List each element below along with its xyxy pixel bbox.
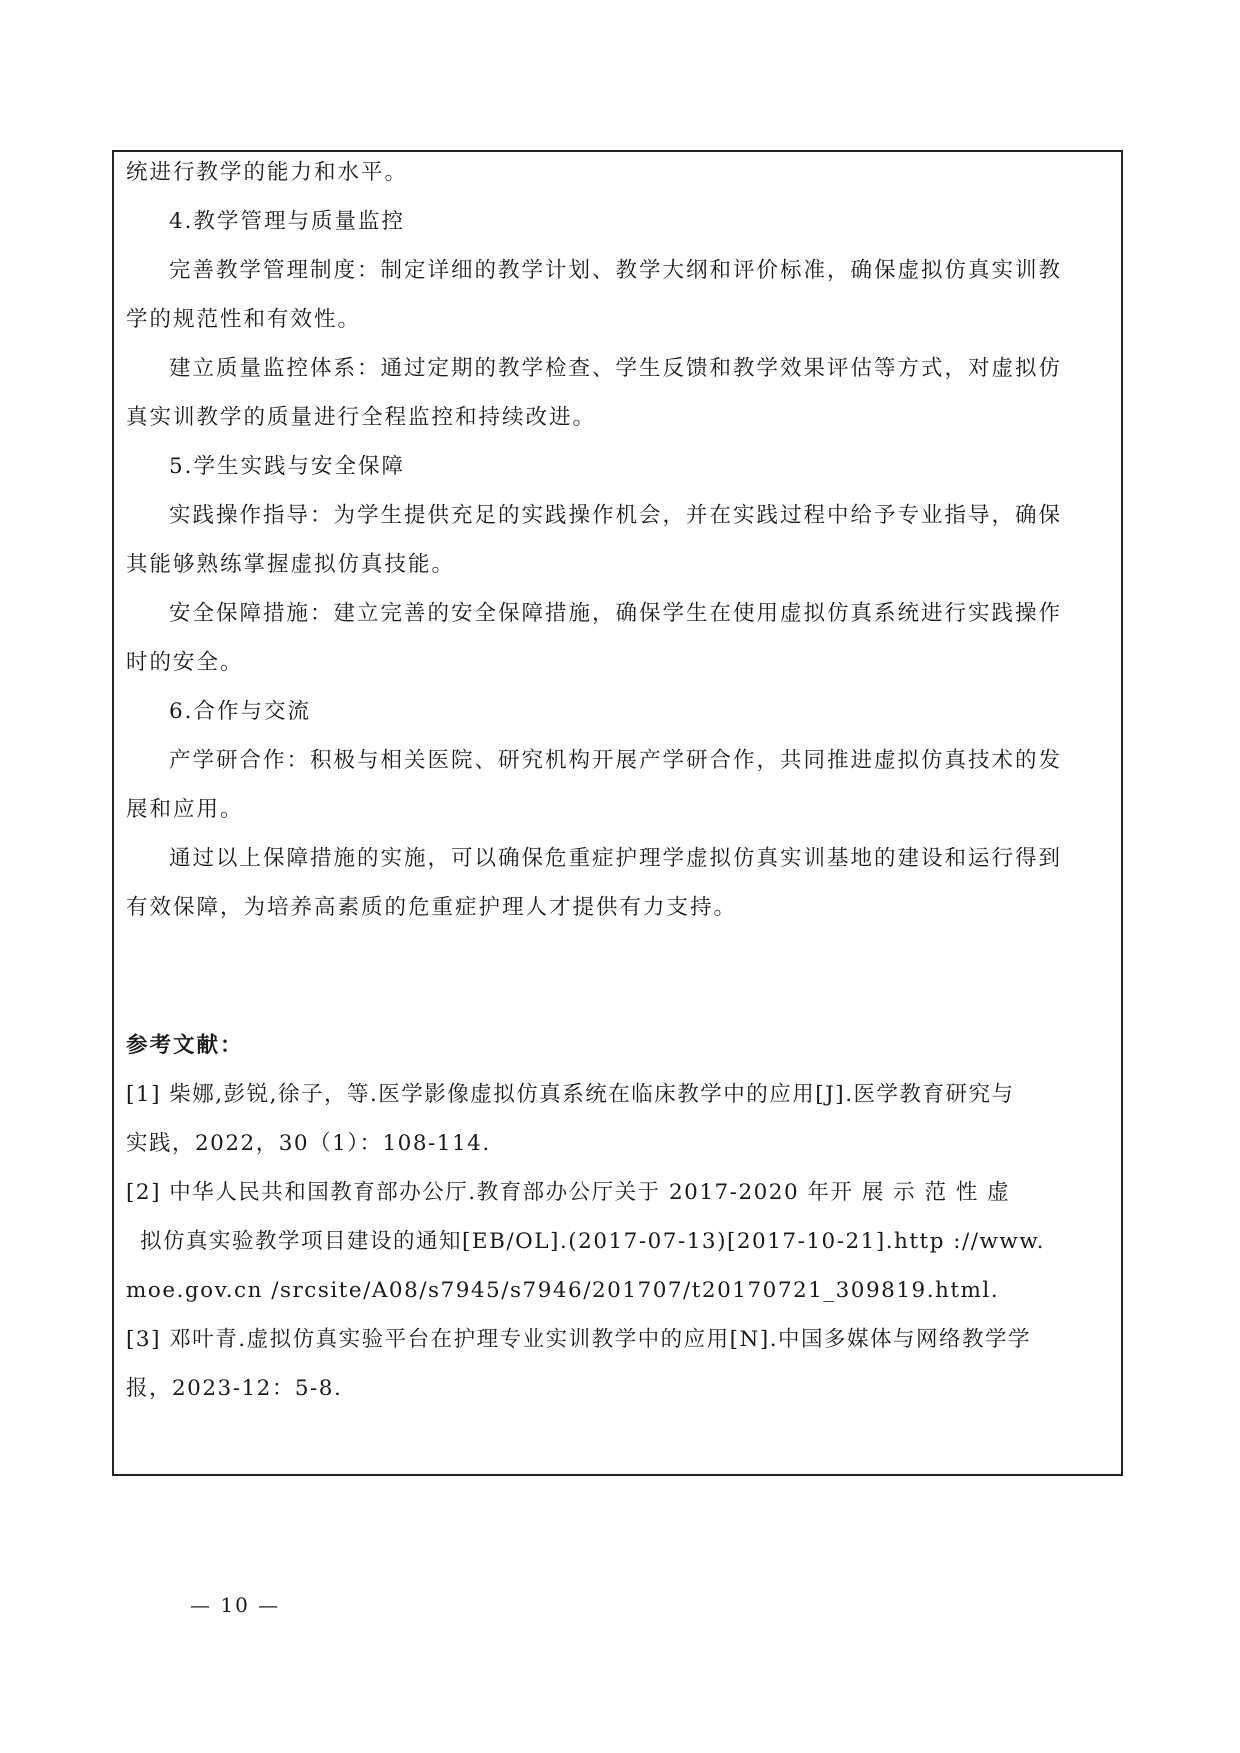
content-frame [112, 150, 1123, 1476]
paragraph [126, 158, 1109, 188]
paragraph [126, 256, 1109, 335]
text-line: 通过以上保障措施的实施，可以确保危重症护理学虚拟仿真实训基地的建设和运行得到 [169, 846, 1063, 871]
body-text [126, 158, 1109, 1423]
text-line: 其能够熟练掌握虚拟仿真技能。 [126, 552, 456, 577]
references-title: 参考文献： [126, 1033, 244, 1058]
text-line: 5.学生实践与安全保障 [169, 454, 406, 479]
text-line: 安全保障措施：建立完善的安全保障措施，确保学生在使用虚拟仿真系统进行实践操作 [169, 601, 1063, 626]
reference-line: [1] 柴娜,彭锐,徐子，等.医学影像虚拟仿真系统在临床教学中的应用[J].医学教育研究与 [126, 1082, 1015, 1107]
section-heading [126, 452, 1109, 482]
reference-line: [3] 邓叶青.虚拟仿真实验平台在护理专业实训教学中的应用[N].中国多媒体与网络教学学 [126, 1327, 1032, 1352]
references-list [126, 1080, 1109, 1404]
section-heading [126, 697, 1109, 727]
text-line: 时的安全。 [126, 650, 244, 675]
text-line: 4.教学管理与质量监控 [169, 209, 406, 234]
text-line: 完善教学管理制度：制定详细的教学计划、教学大纲和评价标准，确保虚拟仿真实训教 [169, 258, 1063, 283]
text-line: 产学研合作：积极与相关医院、研究机构开展产学研合作，共同推进虚拟仿真技术的发 [169, 748, 1063, 773]
text-line: 建立质量监控体系：通过定期的教学检查、学生反馈和教学效果评估等方式，对虚拟仿 [169, 356, 1063, 381]
reference-line: 报，2023-12：5-8. [126, 1376, 343, 1401]
reference-line: 拟仿真实验教学项目建设的通知[EB/OL].(2017-07-13)[2017-10-21].http ://www. [140, 1229, 1046, 1254]
reference-line: 实践，2022，30（1）：108-114. [126, 1131, 491, 1156]
paragraph [126, 844, 1109, 923]
text-line: 实践操作指导：为学生提供充足的实践操作机会，并在实践过程中给予专业指导，确保 [169, 503, 1063, 528]
text-line: 展和应用。 [126, 797, 244, 822]
text-line: 6.合作与交流 [169, 699, 312, 724]
paragraph [126, 501, 1109, 580]
reference-line: [2] 中华人民共和国教育部办公厅.教育部办公厅关于 2017-2020 年开 展 示 范 性 虚 [126, 1180, 1011, 1205]
reference-line: moe.gov.cn /srcsite/A08/s7945/s7946/201707/t20170721_309819.html. [126, 1278, 1000, 1303]
paragraph [126, 354, 1109, 433]
page-number: — 10 — [190, 1593, 281, 1617]
paragraph [126, 746, 1109, 825]
text-line: 统进行教学的能力和水平。 [126, 160, 409, 185]
text-line: 真实训教学的质量进行全程监控和持续改进。 [126, 405, 597, 430]
paragraph [126, 599, 1109, 678]
text-line: 学的规范性和有效性。 [126, 307, 362, 332]
section-heading [126, 207, 1109, 237]
text-line: 有效保障，为培养高素质的危重症护理人才提供有力支持。 [126, 895, 738, 920]
